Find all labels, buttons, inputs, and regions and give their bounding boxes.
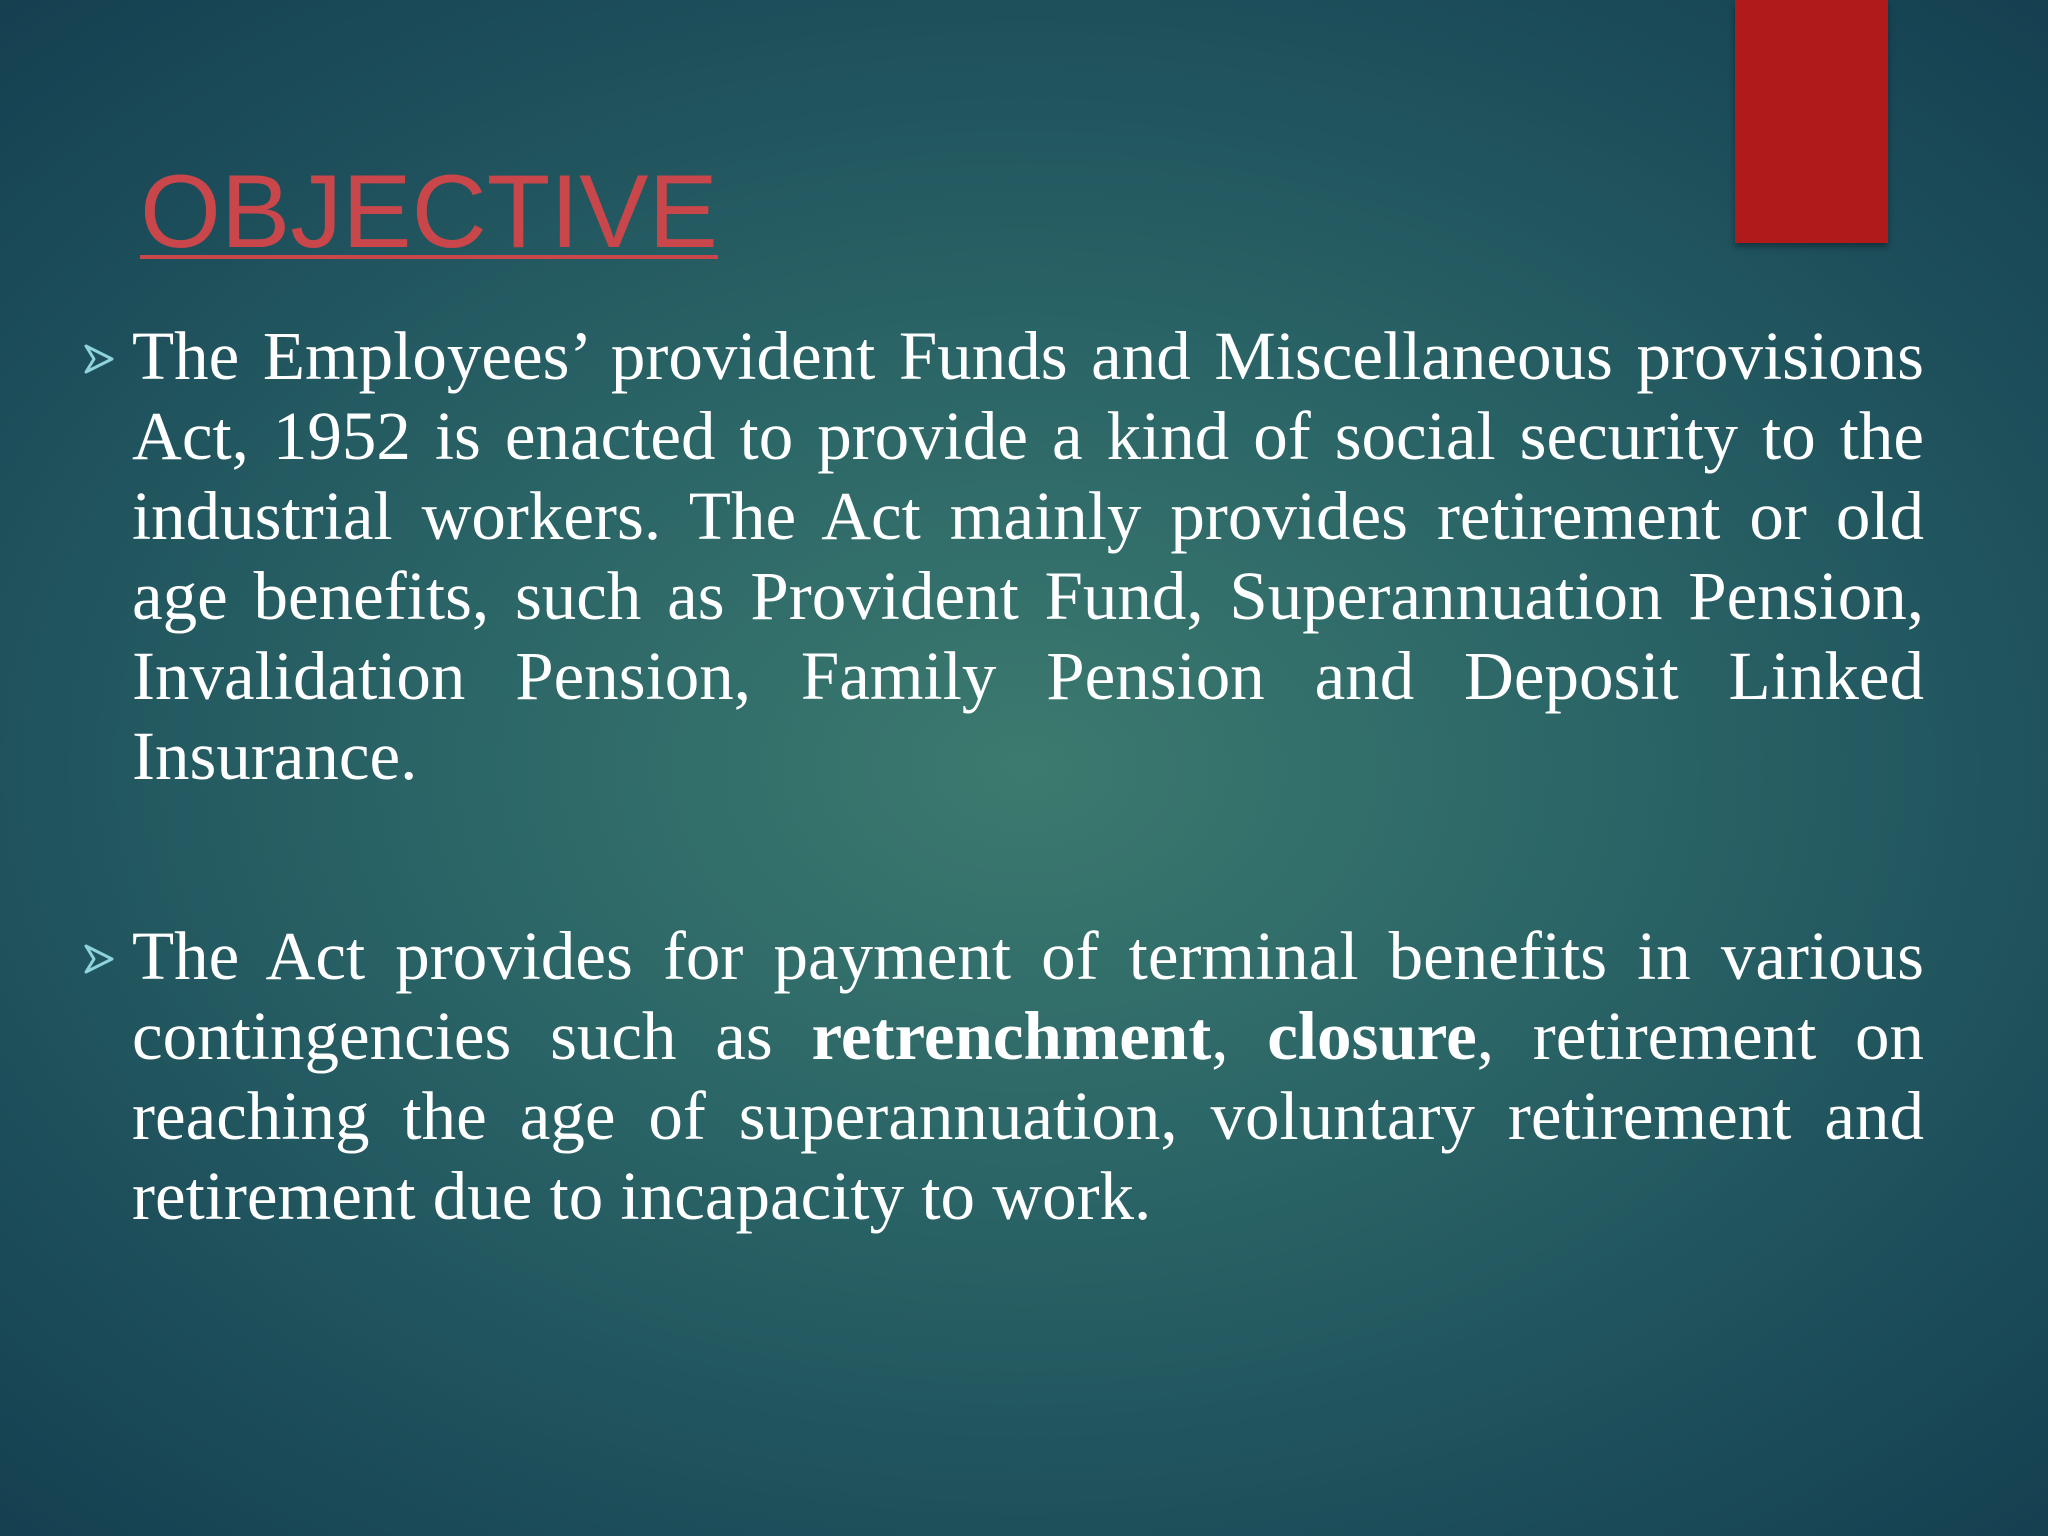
slide-title: OBJECTIVE [140,154,718,270]
bullet-text-part: , [1211,998,1268,1074]
bullet-text-part: The Act provides for payment of terminal benefits in various contingencies such as [132,918,1924,1074]
bold-term-closure: closure [1267,998,1477,1074]
arrow-bullet-icon [80,342,120,376]
bullet-item [80,916,1924,1236]
arrow-bullet-icon [80,942,120,976]
red-accent-block [1735,0,1888,243]
bold-term-retrenchment: retrenchment [811,998,1212,1074]
bullet-list [80,316,1924,1236]
bullet-text-part: , retirement on reaching the age of superannuation, voluntary retirement and retirement due to incapacity to work. [132,998,1924,1234]
bullet-text: The Employees’ provident Funds and Miscellaneous provisions Act, 1952 is enacted to provide a kind of social security to the industrial workers. The Act mainly provides retirement or old age benefits, such as Provident Fund, Superannuation Pension, Invalidation Pension, Family Pension and Deposit Linked Insurance. [132,318,1924,794]
bullet-item [80,316,1924,796]
